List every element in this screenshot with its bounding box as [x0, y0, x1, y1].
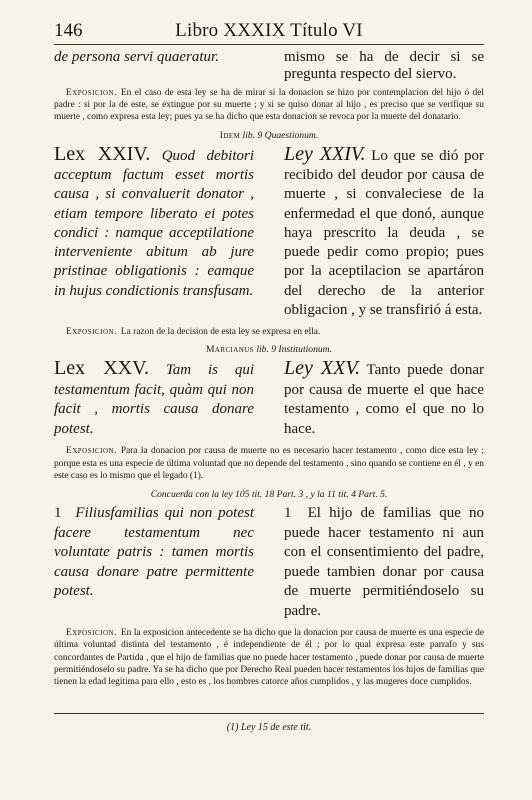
running-title: Libro XXXIX Título VI: [175, 20, 363, 41]
exposicion-text: En la exposicion antecedente se ha dicho que la donacion por causa de muerte es una especie de última voluntad distinta del testamento , é independiente de él ; por lo qual expresa este parrafo y sus concordantes de Partida , que el hijo de familias que no puede hacer testamento , puede donar por causa de muerte permitiéndoselo su padre. Ya se ha dicho que por Derecho Real pueden hacer testamentos los hijos de familias que tienen la edad legítima para ello , esto es , los hombres catorce años cumplidos , y las mugeres doce cumplidos.: [54, 628, 484, 687]
source-citation: [54, 344, 484, 355]
exposicion-2: [54, 326, 484, 338]
spanish-continuation: mismo se ha de decir si se pregunta respecto del siervo.: [284, 49, 484, 82]
lex-25-latin: [54, 359, 254, 439]
lex-25-row: [54, 359, 484, 439]
lex-25-spanish-text: Tanto puede donar por causa de muerte el que hace testamento , como el que no lo hace.: [284, 362, 484, 437]
para-1-latin-text: Filiusfamilias qui non potest facere testamentum nec voluntate patris : tamen mortis causa donare patre permittente potest.: [54, 505, 255, 600]
para-1-row: [54, 504, 484, 621]
exposicion-text: En el caso de esta ley se ha de mirar si la donacion se hizo por contemplacion del hijo ó del padre : si por la de este, se extingue por su muerte ; y si se quiso donar al hijo , es preciso que se verifique su muerte , como expresa esta ley; pues ya se ha dicho que esta donacion se revoca por la muerte del donatario.: [54, 88, 484, 123]
lex-25-lead-es: Ley XXV.: [284, 357, 360, 380]
source-citation: [54, 130, 484, 141]
exposicion-label: Exposicion.: [66, 327, 117, 338]
footnote-rule: [54, 713, 484, 714]
page-number: 146: [54, 20, 83, 41]
page-header: [54, 18, 484, 45]
lex-24-lead: Lex XXIV.: [54, 142, 151, 165]
para-1-lead: 1: [54, 505, 62, 522]
latin-continuation: de persona servi quaeratur.: [54, 49, 219, 65]
lex-24-row: [54, 142, 485, 321]
para-1-spanish-text: El hijo de familias que no puede hacer testamento ni aun con el consentimiento del padre, puede tambien donar por causa de muerte permitiéndoselo su padre.: [284, 505, 484, 619]
lex-24-lead-es: Ley XXIV.: [284, 142, 366, 165]
lex-24-spanish-text: Lo que se dió por recibido del deudor por causa de muerte , si convaleciese de la enfermedad el que donó, aunque haya prescrito la deuda , se puede pedir como propio; pues por la aceptilacion se apartáron del derecho de la anterior obligacion , y se transfirió á esta.: [284, 147, 485, 318]
source-author: Idem: [219, 129, 241, 141]
footnote: (1) Ley 15 de este tit.: [226, 722, 312, 733]
lex-25-spanish: [284, 359, 484, 439]
page: [54, 18, 484, 688]
para-1-lead-es: 1: [284, 505, 292, 522]
exposicion-label: Exposicion.: [66, 88, 117, 98]
exposicion-3: [54, 445, 484, 482]
exposicion-4: [54, 627, 484, 688]
source-ref: lib. 9 Institutionum.: [256, 344, 332, 356]
exposicion-text: Para la donacion por causa de muerte no es necesario hacer testamento , como dice esta ley ; porque esta es una especie de última voluntad que no depende del testamento , sino quando se contiene en él , y en este caso es lo mismo que el legado (1).: [54, 446, 484, 481]
lex-25-lead: Lex XXV.: [54, 357, 149, 380]
continuation-row: [54, 49, 484, 83]
source-ref: lib. 9 Quaestionum.: [242, 129, 319, 141]
lex-24-latin-text: Quod debitori acceptum factum esset mortis causa , si convaluerit donator , etiam tempore liberato ei potes condici : namque acceptilatione interveniente abitum ab jure pristinae obligationis : eamque in hujus condictionis transfusam.: [54, 147, 254, 299]
exposicion-label: Exposicion.: [66, 628, 117, 639]
exposicion-text: La razon de la decision de esta ley se expresa en ella.: [120, 327, 321, 338]
para-1-latin: [54, 504, 254, 621]
para-1-spanish: [284, 504, 484, 621]
concuerda-line: Concuerda con la ley 105 tit. 18 Part. 3 , y la 11 tit. 4 Part. 5.: [150, 489, 388, 501]
lex-24-spanish: [284, 142, 485, 321]
exposicion-label: Exposicion.: [66, 446, 117, 457]
source-author: Marcianus: [205, 344, 254, 356]
exposicion-1: [54, 87, 484, 124]
lex-24-latin: [54, 142, 254, 321]
lex-25-latin-text: Tam is qui testamentum facit, quàm qui non facit , mortis causa donare potest.: [54, 362, 254, 437]
